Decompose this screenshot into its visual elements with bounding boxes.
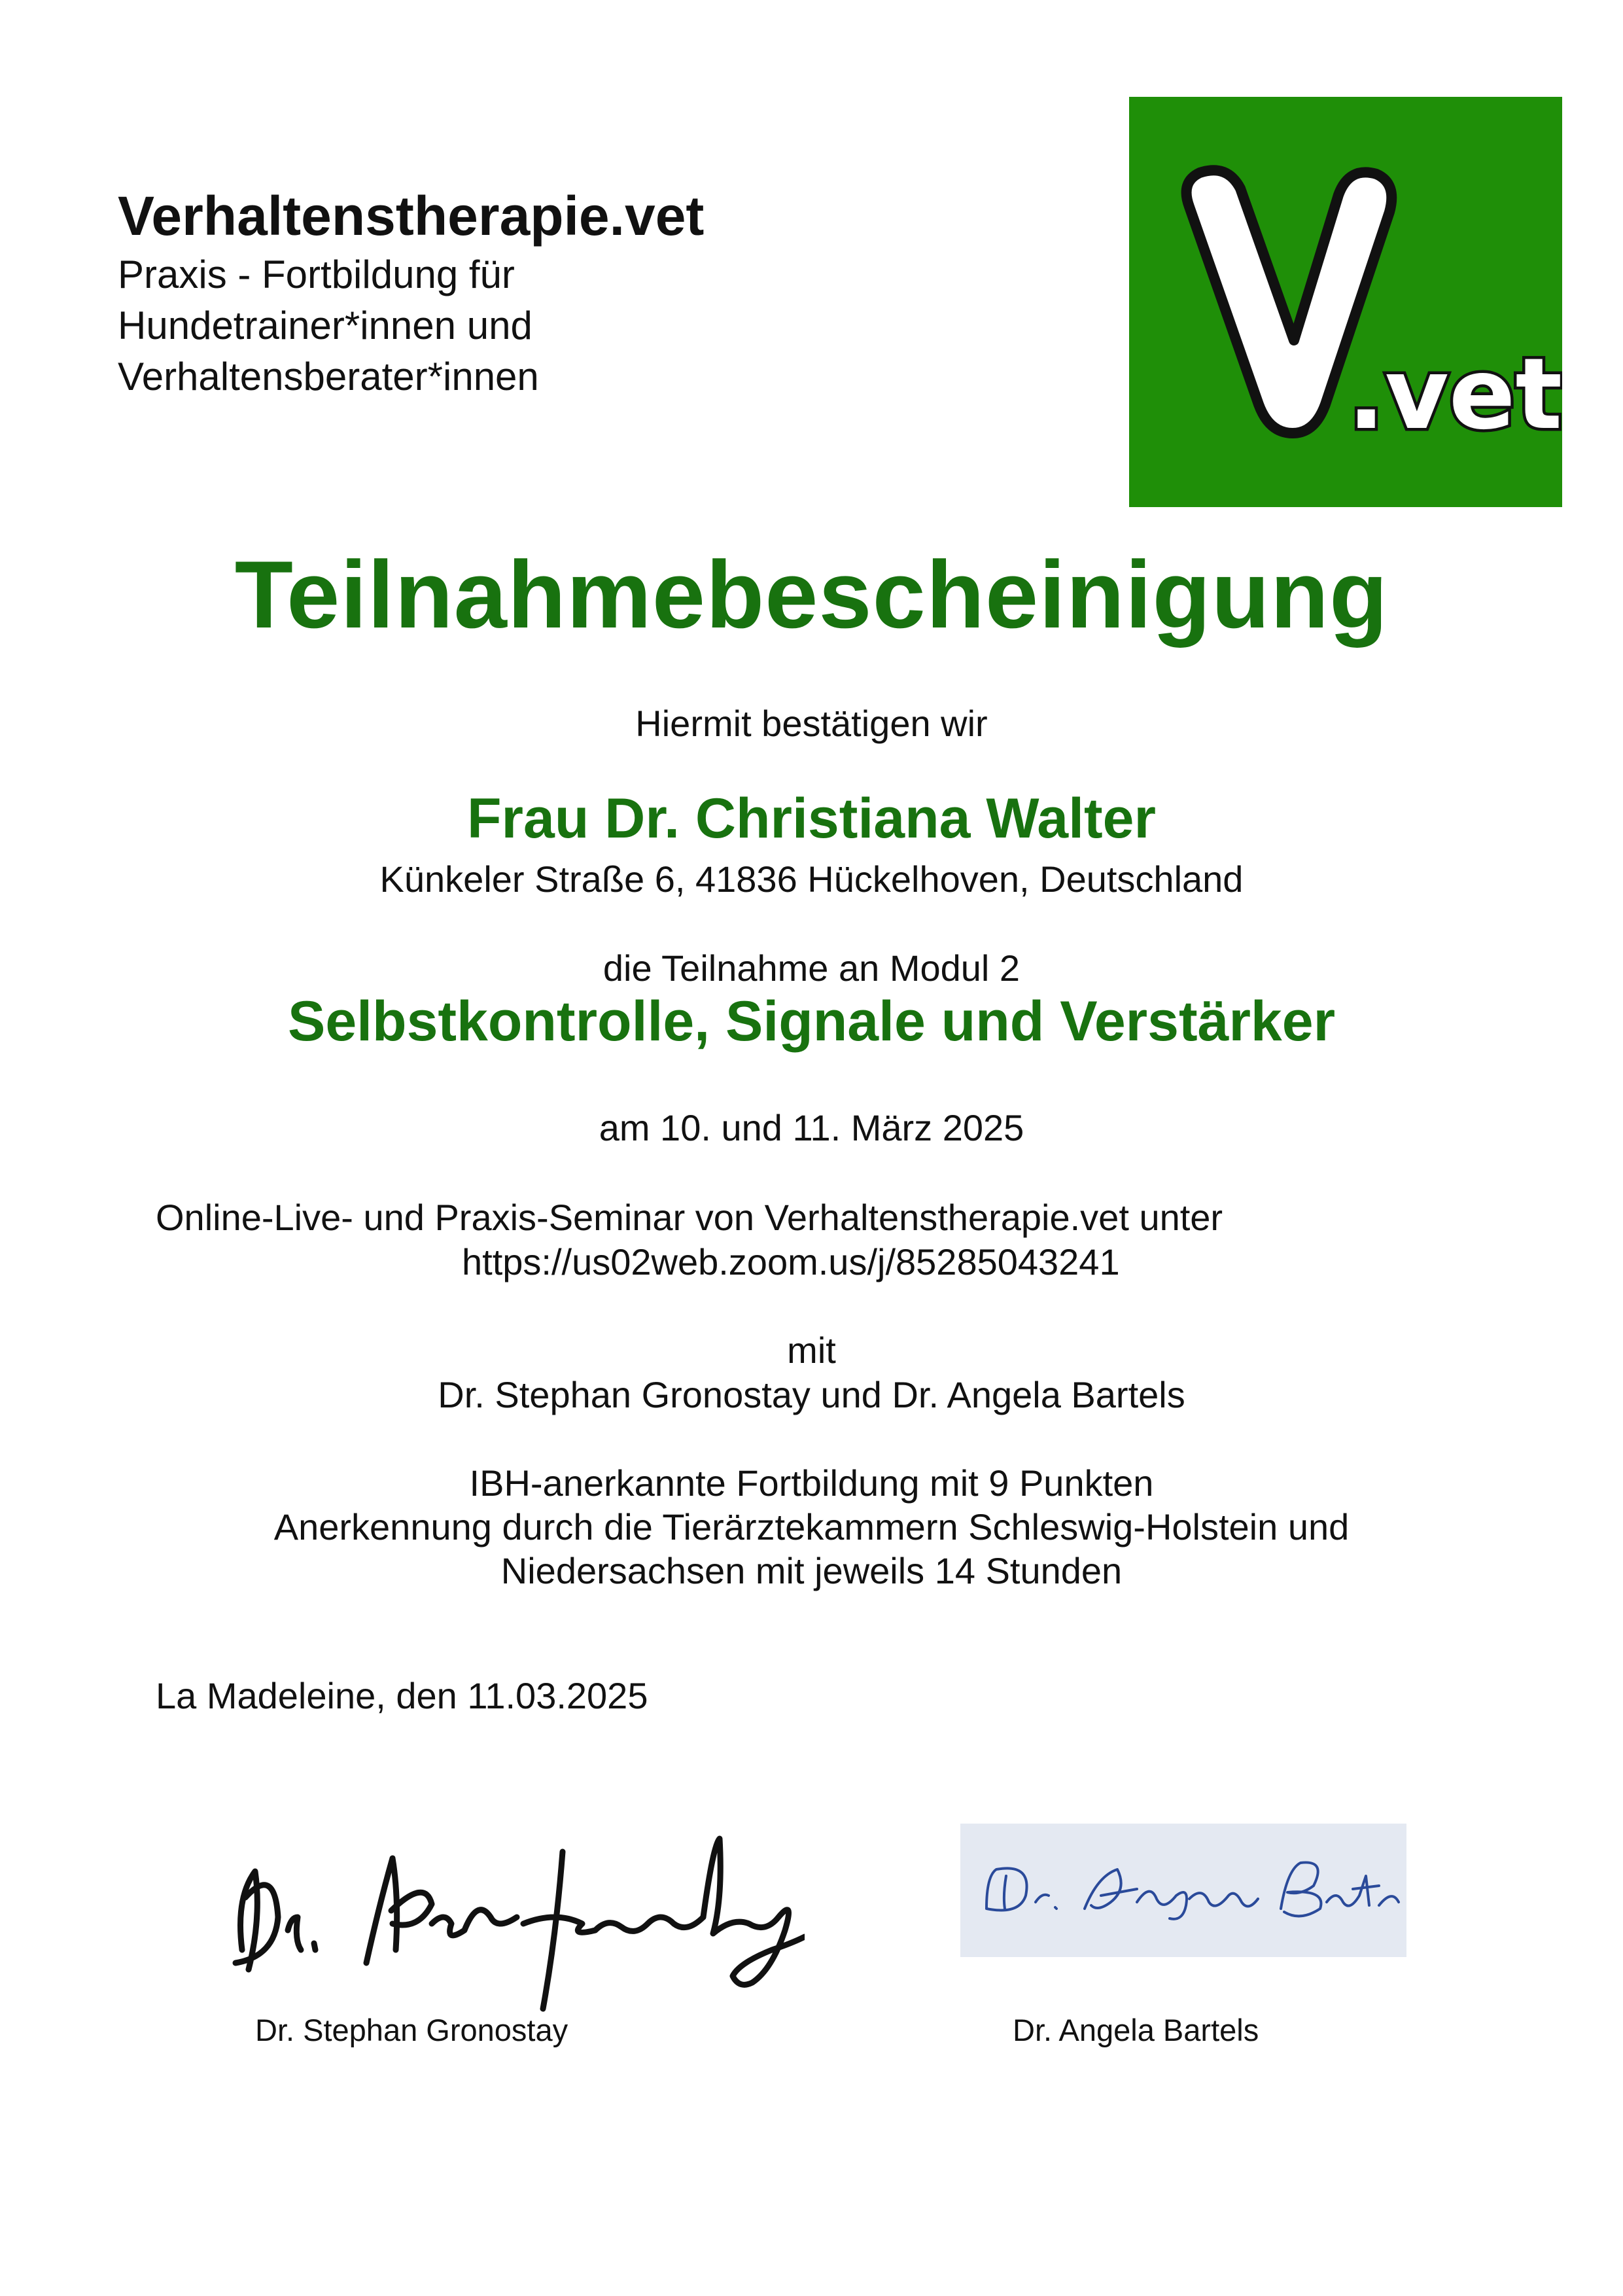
accreditation-line-3: Niedersachsen mit jeweils 14 Stunden	[500, 1550, 1123, 1591]
organization-name: Verhaltenstherapie.vet	[118, 185, 705, 247]
place-and-date: La Madeleine, den 11.03.2025	[156, 1675, 648, 1716]
date-range: am 10. und 11. März 2025	[599, 1107, 1024, 1148]
signature-name-left: Dr. Stephan Gronostay	[255, 2013, 568, 2047]
organization-subtitle-line-1: Praxis - Fortbildung für	[118, 252, 515, 296]
organization-header	[118, 183, 1034, 402]
seminar-description: Online-Live- und Praxis-Seminar von Verhaltenstherapie.vet unter	[156, 1197, 1223, 1238]
module-title: Selbstkontrolle, Signale und Verstärker	[287, 990, 1336, 1053]
participant-address: Künkeler Straße 6, 41836 Hückelhoven, Deutschland	[379, 858, 1244, 900]
accreditation-line-1: IBH-anerkannte Fortbildung mit 9 Punkten	[469, 1462, 1154, 1504]
organization-subtitle-line-2: Hundetrainer*innen und	[118, 303, 532, 347]
module-intro: die Teilnahme an Modul 2	[602, 947, 1021, 989]
participant-name: Frau Dr. Christiana Walter	[467, 787, 1156, 850]
seminar-url[interactable]: https://us02web.zoom.us/j/85285043241	[462, 1241, 1120, 1282]
with-label: mit	[787, 1330, 836, 1371]
signature-bartels	[960, 1824, 1406, 1957]
signature-gronostay	[216, 1819, 805, 2028]
certificate-title: Teilnahmebescheinigung	[234, 541, 1389, 648]
instructors: Dr. Stephan Gronostay und Dr. Angela Bartels	[438, 1374, 1185, 1415]
vvet-logo	[1129, 97, 1562, 507]
accreditation-line-2: Anerkennung durch die Tierärztekammern Schleswig-Holstein und	[273, 1506, 1350, 1547]
intro-text: Hiermit bestätigen wir	[635, 703, 988, 744]
signature-name-right: Dr. Angela Bartels	[1013, 2013, 1259, 2047]
logo-suffix-text: .vet	[1348, 338, 1562, 451]
organization-subtitle-line-3: Verhaltensberater*innen	[118, 354, 539, 398]
